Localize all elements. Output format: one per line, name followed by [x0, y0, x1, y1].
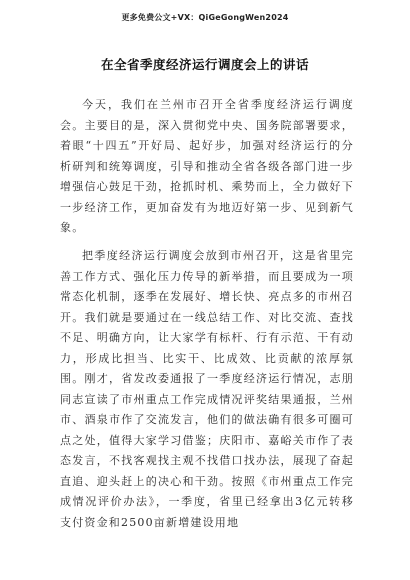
- paragraph-block: [60, 246, 354, 533]
- paragraph-1: 今天，我们在兰州市召开全省季度经济运行调度会。主要目的是，深入贯彻党中央、国务院部署要求，着眼“十四五”开好局、起好步，加强对经济运行的分析研判和统筹调度，引导和推动全省各级各部门进一步增强信心鼓足干劲，抢抓时机、乘势而上，全力做好下一步经济工作，更加奋发有为地迈好第一步、见到新气象。: [60, 98, 354, 234]
- header-watermark: 更多免费公文+VX：QiGeGongWen2024: [121, 13, 289, 22]
- paragraph-2: 把季度经济运行调度会放到市州召开，这是省里完善工作方式、强化压力传导的新举措，而且要成为一项常态化机制，逐季在发展好、增长快、亮点多的市州召开。我们就是要通过在一线总结工作、对比交流、查找不足、明确方向，让大家学有标杆、行有示范、干有动力，形成比担当、比实干、比成效、比贡献的浓厚氛围。刚才，省发改委通报了一季度经济运行情况，志朋同志宣读了市州重点工作完成情况评奖结果通报，兰州市、酒泉市作了交流发言，他们的做法确有很多可圈可点之处，值得大家学习借鉴；庆阳市、嘉峪关市作了表态发言，不找客观找主观不找借口找办法，展现了奋起直追、迎头赶上的决心和干劲。按照《市州重点工作完成情况评价办法》，一季度，省里已经拿出3亿元转移支付资金和2500亩新增建设用地: [60, 249, 354, 529]
- paragraph-block: [60, 95, 354, 239]
- document-title: 在全省季度经济运行调度会上的讲话: [100, 57, 309, 72]
